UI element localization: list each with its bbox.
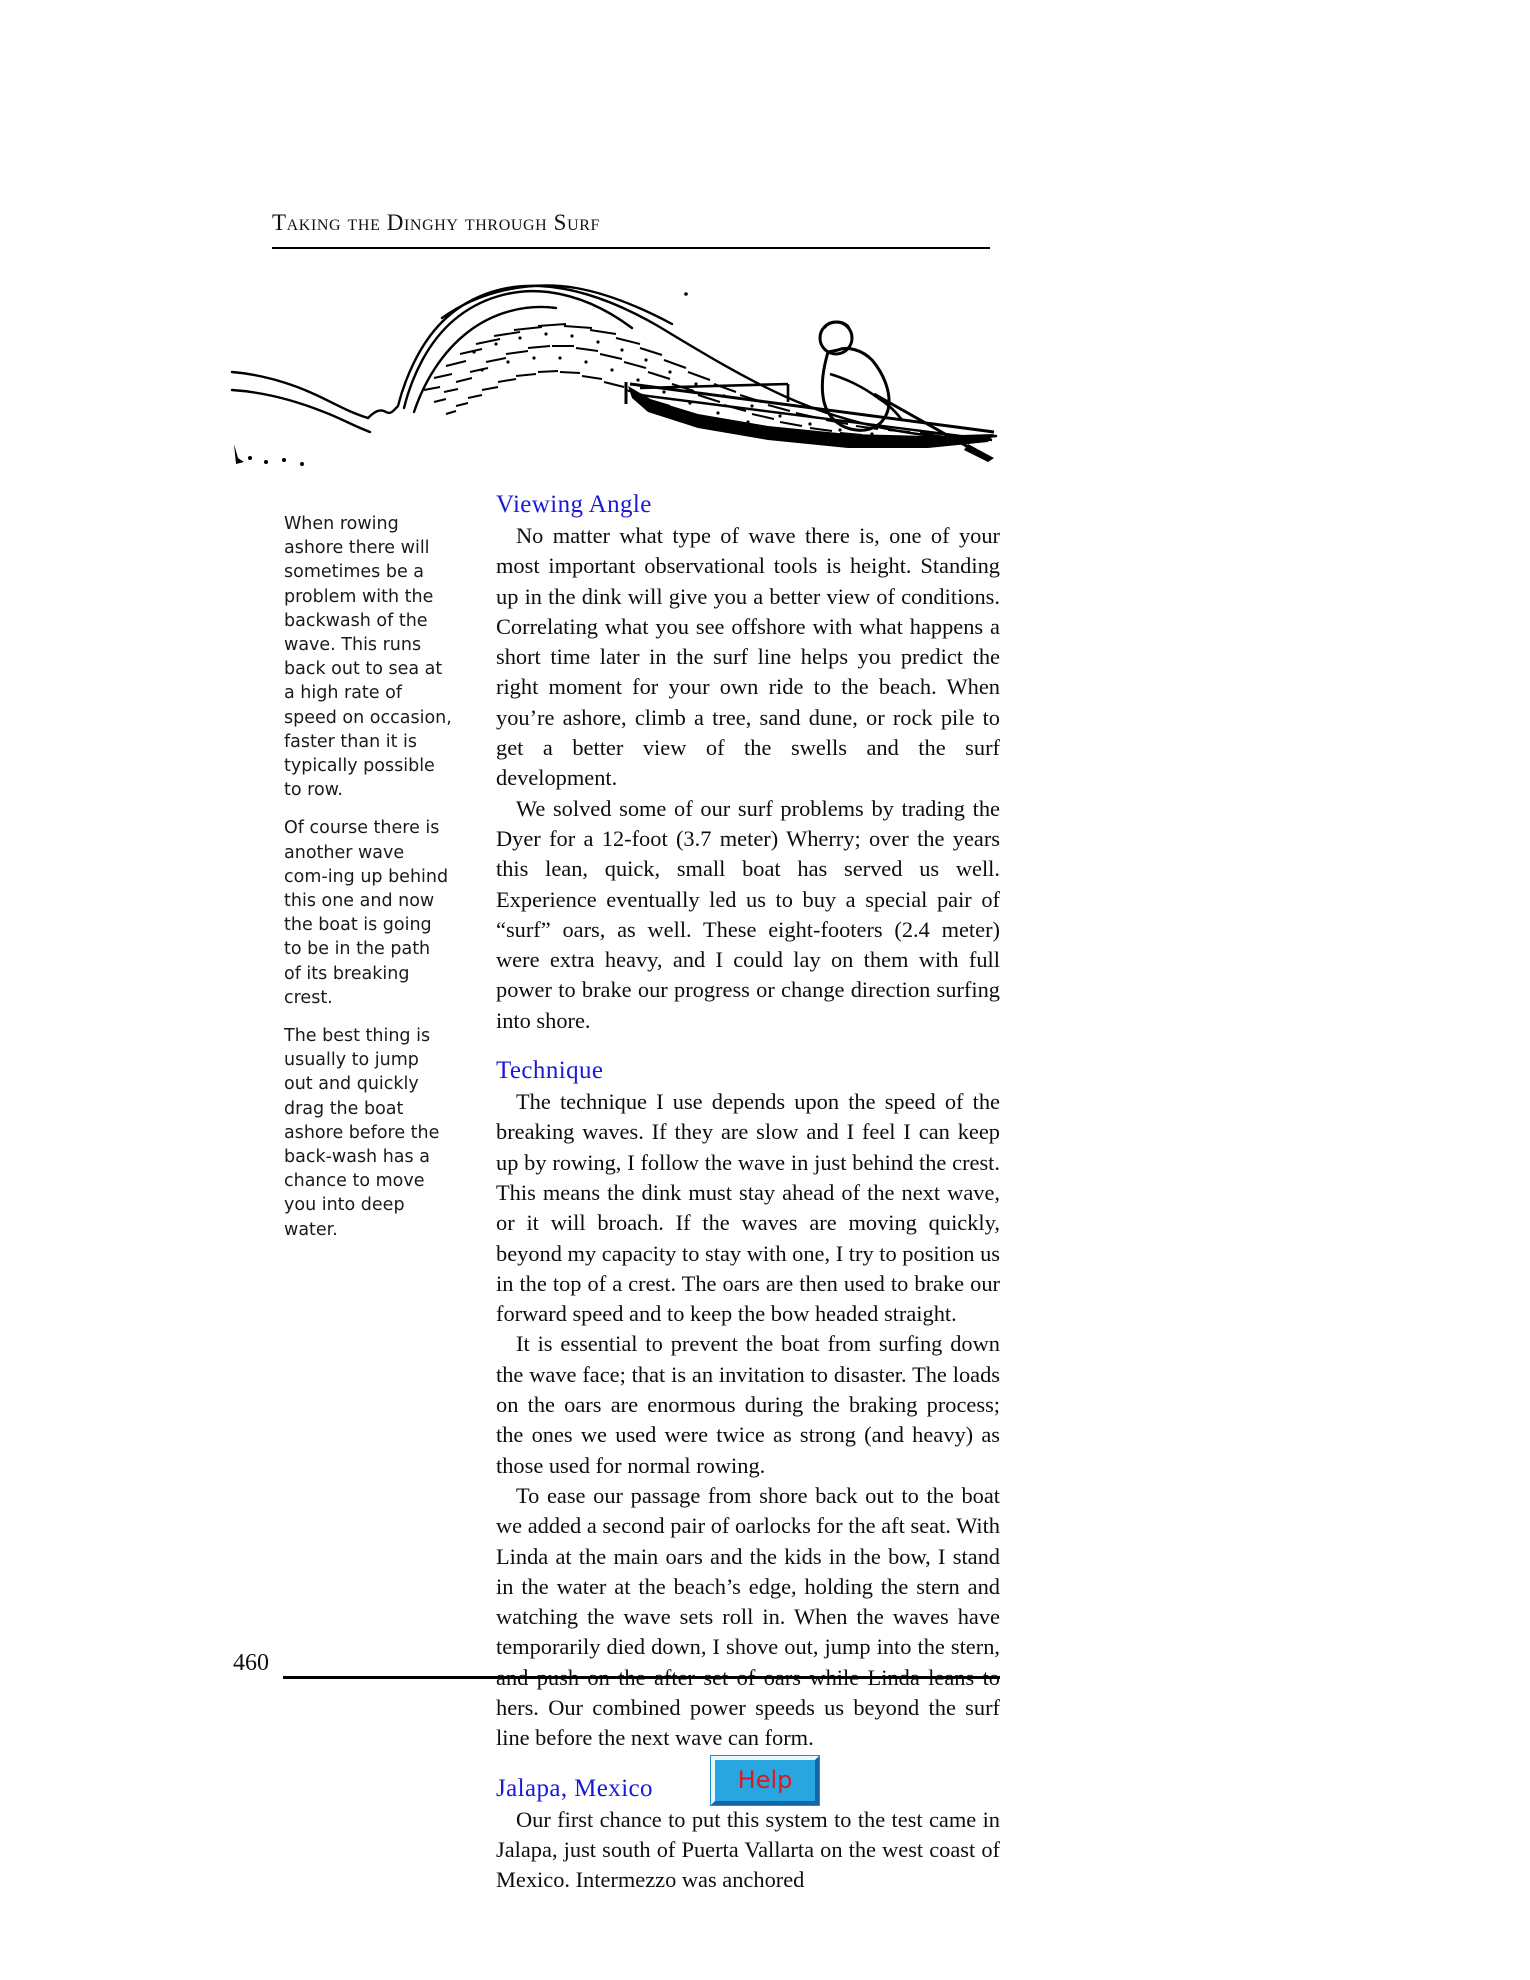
body-paragraph: No matter what type of wave there is, one of your most important observational tools is height. Standing up in the dink will give you a better view of conditions. Correlating what you see offshore with what happens a short time later in the surf line helps you predict the right moment for your own ride to the beach. When you’re ashore, climb a tree, sand dune, or rock pile to get a better view of the swells and the surf development.: [496, 523, 1000, 791]
sidenote-column: [284, 512, 452, 1242]
body-paragraph: We solved some of our surf problems by trading the Dyer for a 12-foot (3.7 meter) Wherry; over the years this lean, quick, small boat has served us well. Experience eventually led us to buy a special pair of “surf” oars, as well. These eight-footers (2.4 meter) were extra heavy, and I could lay on them with full power to brake our progress or change direction surfing into shore.: [496, 795, 1000, 1033]
page-footer: [228, 1650, 1000, 1690]
page-number: 460: [233, 1650, 269, 1676]
body-paragraph: Our first chance to put this system to the test came in Jalapa, just south of Puerta Vallarta on the west coast of Mexico. Intermezzo was anchored: [496, 1806, 1000, 1893]
breaking-wave-illustration-svg: [228, 262, 1000, 474]
footer-rule: [283, 1676, 1000, 1679]
sidenote-paragraph: The best thing is usually to jump out and quickly drag the boat ashore before the back-wash has a chance to move you into deep water.: [284, 1026, 440, 1240]
sidenote-paragraph: Of course there is another wave com-ing up behind this one and now the boat is going to be in the path of its breaking crest.: [284, 818, 449, 1008]
help-button-container: [0, 1756, 1530, 1805]
section-heading-technique: Technique: [496, 1057, 604, 1085]
sidenote-paragraph: When rowing ashore there will sometimes be a problem with the backwash of the wave. This runs back out to sea at a high rate of speed on occasion, faster than it is typically possible to row.: [284, 514, 452, 801]
running-head-title: Taking the Dinghy through Surf: [272, 210, 600, 235]
body-paragraph: To ease our passage from shore back out to the boat we added a second pair of oarlocks for the aft seat. With Linda at the main oars and the kids in the bow, I stand in the water at the beach’s edge, holding the stern and watching the wave sets roll in. When the waves have temporarily died down, I shove out, jump into the stern, and push on the after set of oars while Linda leans to hers. Our combined power speeds us beyond the surf line before the next wave can form.: [496, 1482, 1000, 1751]
running-head-rule: [272, 247, 990, 249]
section-heading-viewing-angle: Viewing Angle: [496, 491, 652, 518]
help-button[interactable]: Help: [711, 1756, 819, 1805]
section-heading-jalapa-mexico: Jalapa, Mexico: [496, 1774, 653, 1802]
running-head: [272, 210, 990, 249]
wave-illustration: [228, 262, 1000, 474]
body-paragraph: It is essential to prevent the boat from surfing down the wave face; that is an invitation to disaster. The loads on the oars are enormous during the braking process; the ones we used were twice as strong (and heavy) as those used for normal rowing.: [496, 1331, 1000, 1478]
body-paragraph: The technique I use depends upon the speed of the breaking waves. If they are slow and I feel I can keep up by rowing, I follow the wave in just behind the crest. This means the dink must stay ahead of the next wave, or it will broach. If the waves are moving quickly, beyond my capacity to stay with one, I try to position us in the top of a crest. The oars are then used to brake our forward speed and to keep the bow headed straight.: [496, 1089, 1000, 1327]
